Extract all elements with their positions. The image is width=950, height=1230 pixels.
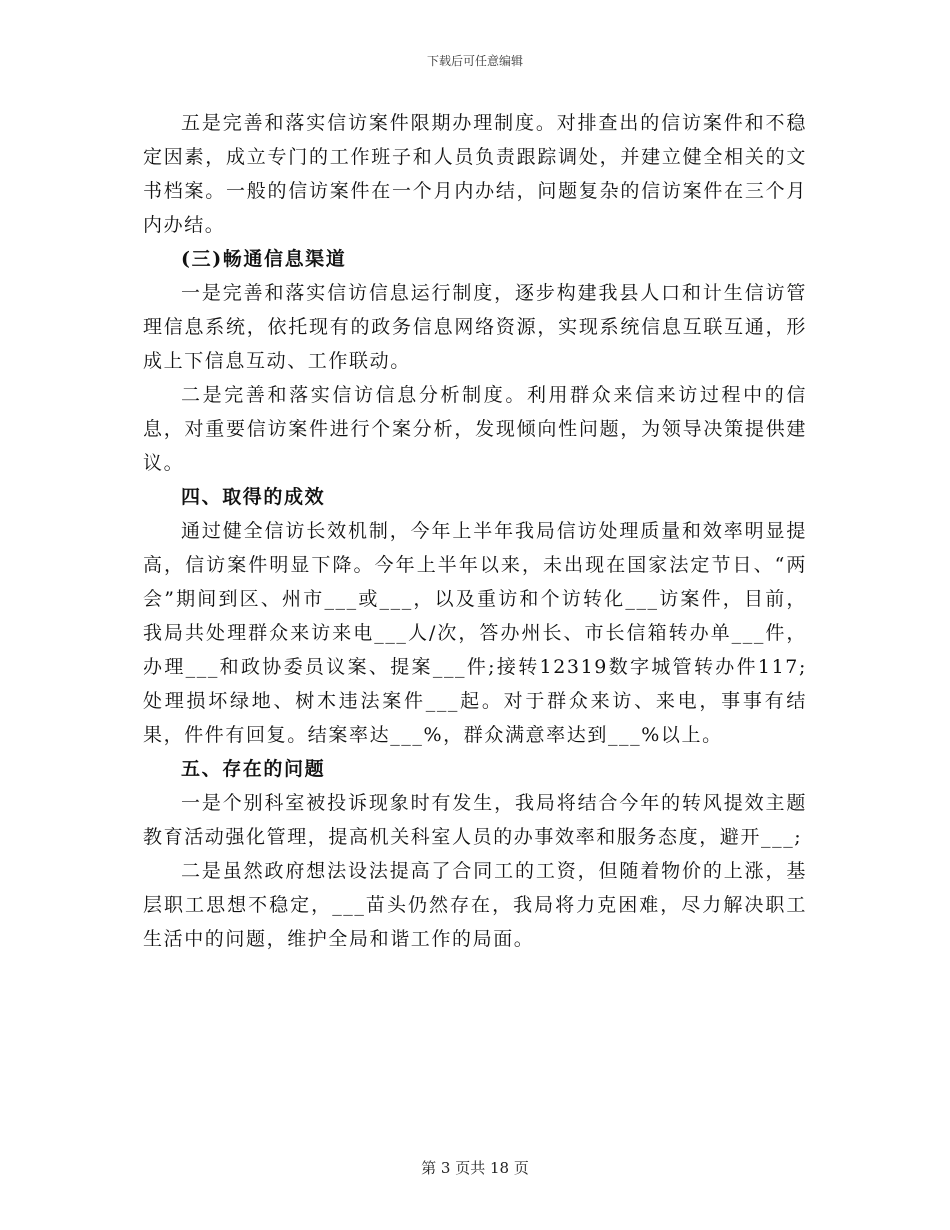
document-body (143, 106, 807, 956)
paragraph-problem-two: 二是虽然政府想法设法提高了合同工的工资，但随着物价的上涨，基层职工思想不稳定，___苗头仍然存在，我局将力克困难，尽力解决职工生活中的问题，维护全局和谐工作的局面。 (143, 860, 807, 950)
paragraph-results: 通过健全信访长效机制，今年上半年我局信访处理质量和效率明显提高，信访案件明显下降。今年上半年以来，未出现在国家法定节日、“两会”期间到区、州市___或___，以及重访和个访转化___访案件，目前，我局共处理群众来访来电___人/次，答办州长、市长信箱转办单___件，办理___和政协委员议案、提案___件;接转12319数字城管转办件117;处理损坏绿地、树木违法案件___起。对于群众来访、来电，事事有结果，件件有回复。结案率达___%，群众满意率达到___%以上。 (143, 520, 807, 746)
heading-problems: 五、存在的问题 (181, 758, 326, 780)
paragraph-problem-one: 一是个别科室被投诉现象时有发生，我局将结合今年的转风提效主题教育活动强化管理，提高机关科室人员的办事效率和服务态度，避开___; (143, 792, 807, 848)
page-header: 下载后可任意编辑 (426, 54, 523, 68)
page-number: 第 3 页共 18 页 (421, 1159, 529, 1177)
paragraph-info-system: 一是完善和落实信访信息运行制度，逐步构建我县人口和计生信访管理信息系统，依托现有的政务信息网络资源，实现系统信息互联互通，形成上下信息互动、工作联动。 (143, 282, 807, 372)
heading-results: 四、取得的成效 (181, 486, 326, 508)
paragraph-info-analysis: 二是完善和落实信访信息分析制度。利用群众来信来访过程中的信息，对重要信访案件进行个案分析，发现倾向性问题，为领导决策提供建议。 (143, 384, 807, 474)
paragraph-case-deadline: 五是完善和落实信访案件限期办理制度。对排查出的信访案件和不稳定因素，成立专门的工作班子和人员负责跟踪调处，并建立健全相关的文书档案。一般的信访案件在一个月内办结，问题复杂的信访案件在三个月内办结。 (143, 112, 807, 236)
heading-info-channels: (三)畅通信息渠道 (181, 248, 347, 270)
